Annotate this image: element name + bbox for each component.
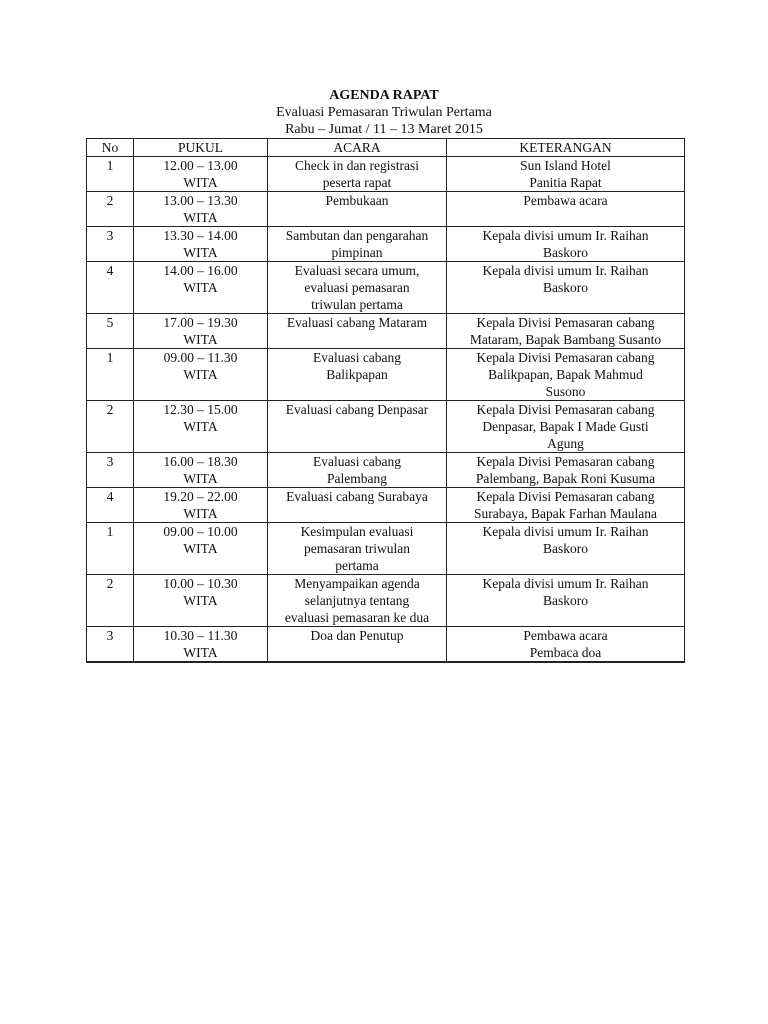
table-row bbox=[87, 523, 685, 575]
cell-acara bbox=[268, 453, 447, 488]
cell-line: 17.00 – 19.30 bbox=[163, 315, 238, 330]
cell-line: WITA bbox=[183, 332, 218, 347]
cell-keterangan bbox=[447, 627, 685, 663]
cell-line: WITA bbox=[183, 593, 218, 608]
cell-line: evaluasi pemasaran bbox=[304, 280, 410, 295]
cell-line: Pembaca doa bbox=[529, 645, 602, 660]
cell-line: 09.00 – 10.00 bbox=[163, 524, 238, 539]
cell-line: Evaluasi cabang Surabaya bbox=[286, 489, 428, 504]
cell-keterangan bbox=[447, 262, 685, 314]
cell-line: Kepala Divisi Pemasaran cabang bbox=[476, 489, 655, 504]
cell-line: Pembawa acara bbox=[523, 628, 608, 643]
cell-pukul bbox=[134, 523, 268, 575]
cell-line: WITA bbox=[183, 210, 218, 225]
cell-line: WITA bbox=[183, 245, 218, 260]
cell-line: Baskoro bbox=[543, 541, 588, 556]
column-header-pukul: PUKUL bbox=[134, 139, 268, 157]
cell-line: Denpasar, Bapak I Made Gusti bbox=[482, 419, 649, 434]
cell-no: 4 bbox=[87, 488, 134, 523]
cell-line: Susono bbox=[545, 384, 586, 399]
cell-line: Kepala Divisi Pemasaran cabang bbox=[476, 454, 655, 469]
cell-line: Baskoro bbox=[543, 593, 588, 608]
cell-line: Surabaya, Bapak Farhan Maulana bbox=[474, 506, 657, 521]
cell-acara bbox=[268, 349, 447, 401]
cell-line: Palembang bbox=[327, 471, 387, 486]
cell-no: 3 bbox=[87, 627, 134, 663]
cell-pukul bbox=[134, 453, 268, 488]
cell-line: pertama bbox=[335, 558, 379, 573]
cell-acara bbox=[268, 192, 447, 227]
cell-acara bbox=[268, 575, 447, 627]
cell-line: 16.00 – 18.30 bbox=[163, 454, 238, 469]
cell-line: Kepala divisi umum Ir. Raihan bbox=[482, 263, 649, 278]
cell-line: Evaluasi secara umum, bbox=[294, 263, 420, 278]
cell-no: 3 bbox=[87, 453, 134, 488]
cell-line: 10.30 – 11.30 bbox=[163, 628, 238, 643]
cell-line: Kepala divisi umum Ir. Raihan bbox=[482, 576, 649, 591]
table-row bbox=[87, 192, 685, 227]
cell-pukul bbox=[134, 157, 268, 192]
table-row bbox=[87, 401, 685, 453]
cell-line: pimpinan bbox=[331, 245, 383, 260]
cell-line: Agung bbox=[547, 436, 584, 451]
table-row bbox=[87, 488, 685, 523]
cell-keterangan bbox=[447, 349, 685, 401]
cell-line: Sun Island Hotel bbox=[520, 158, 611, 173]
cell-line: WITA bbox=[183, 541, 218, 556]
cell-line: Evaluasi cabang Mataram bbox=[286, 315, 428, 330]
cell-pukul bbox=[134, 349, 268, 401]
cell-no: 4 bbox=[87, 262, 134, 314]
agenda-table-body bbox=[87, 157, 685, 663]
cell-line: evaluasi pemasaran ke dua bbox=[284, 610, 430, 625]
cell-acara bbox=[268, 401, 447, 453]
cell-line: Evaluasi cabang Denpasar bbox=[285, 402, 429, 417]
cell-pukul bbox=[134, 627, 268, 663]
cell-line: 14.00 – 16.00 bbox=[163, 263, 238, 278]
cell-line: 09.00 – 11.30 bbox=[163, 350, 238, 365]
cell-line: WITA bbox=[183, 280, 218, 295]
cell-line: peserta rapat bbox=[322, 175, 392, 190]
cell-line: Sambutan dan pengarahan bbox=[285, 228, 429, 243]
cell-line: Kepala Divisi Pemasaran cabang bbox=[476, 350, 655, 365]
cell-keterangan bbox=[447, 157, 685, 192]
table-row bbox=[87, 227, 685, 262]
cell-keterangan bbox=[447, 401, 685, 453]
cell-line: 19.20 – 22.00 bbox=[163, 489, 238, 504]
cell-keterangan bbox=[447, 192, 685, 227]
cell-line: WITA bbox=[183, 367, 218, 382]
cell-no: 1 bbox=[87, 157, 134, 192]
cell-line: Doa dan Penutup bbox=[310, 628, 404, 643]
cell-acara bbox=[268, 157, 447, 192]
table-row bbox=[87, 627, 685, 663]
cell-keterangan bbox=[447, 453, 685, 488]
cell-acara bbox=[268, 227, 447, 262]
cell-line: selanjutnya tentang bbox=[304, 593, 410, 608]
cell-line: WITA bbox=[183, 175, 218, 190]
cell-line: Baskoro bbox=[543, 245, 588, 260]
cell-pukul bbox=[134, 401, 268, 453]
cell-acara bbox=[268, 488, 447, 523]
cell-line: Baskoro bbox=[543, 280, 588, 295]
cell-pukul bbox=[134, 227, 268, 262]
cell-line: Evaluasi cabang bbox=[312, 350, 402, 365]
cell-pukul bbox=[134, 262, 268, 314]
cell-acara bbox=[268, 262, 447, 314]
column-header-acara: ACARA bbox=[268, 139, 447, 157]
table-row bbox=[87, 453, 685, 488]
cell-acara bbox=[268, 523, 447, 575]
cell-line: 12.00 – 13.00 bbox=[163, 158, 238, 173]
table-row bbox=[87, 157, 685, 192]
cell-acara bbox=[268, 627, 447, 663]
cell-acara bbox=[268, 314, 447, 349]
cell-line: 13.30 – 14.00 bbox=[163, 228, 238, 243]
cell-line: Balikpapan bbox=[326, 367, 388, 382]
cell-line: Palembang, Bapak Roni Kusuma bbox=[475, 471, 656, 486]
column-header-keterangan: KETERANGAN bbox=[447, 139, 685, 157]
cell-pukul bbox=[134, 314, 268, 349]
cell-line: Panitia Rapat bbox=[529, 175, 602, 190]
cell-no: 1 bbox=[87, 349, 134, 401]
cell-no: 5 bbox=[87, 314, 134, 349]
table-row bbox=[87, 262, 685, 314]
cell-no: 2 bbox=[87, 401, 134, 453]
table-row bbox=[87, 575, 685, 627]
cell-line: 12.30 – 15.00 bbox=[163, 402, 238, 417]
cell-no: 1 bbox=[87, 523, 134, 575]
column-header-no: No bbox=[87, 139, 134, 157]
cell-line: 13.00 – 13.30 bbox=[163, 193, 238, 208]
cell-pukul bbox=[134, 488, 268, 523]
cell-line: Kesimpulan evaluasi bbox=[300, 524, 414, 539]
cell-line: Kepala Divisi Pemasaran cabang bbox=[476, 402, 655, 417]
cell-no: 3 bbox=[87, 227, 134, 262]
cell-line: Mataram, Bapak Bambang Susanto bbox=[469, 332, 662, 347]
cell-pukul bbox=[134, 575, 268, 627]
cell-line: Balikpapan, Bapak Mahmud bbox=[488, 367, 643, 382]
table-row bbox=[87, 314, 685, 349]
cell-keterangan bbox=[447, 575, 685, 627]
cell-line: Pembawa acara bbox=[523, 193, 608, 208]
cell-line: Check in dan registrasi bbox=[294, 158, 420, 173]
cell-line: Kepala divisi umum Ir. Raihan bbox=[482, 524, 649, 539]
cell-line: WITA bbox=[183, 645, 218, 660]
document-subtitle: Evaluasi Pemasaran Triwulan Pertama bbox=[276, 105, 492, 120]
document-date: Rabu – Jumat / 11 – 13 Maret 2015 bbox=[285, 122, 483, 137]
cell-pukul bbox=[134, 192, 268, 227]
cell-line: WITA bbox=[183, 506, 218, 521]
agenda-table bbox=[86, 138, 685, 663]
cell-keterangan bbox=[447, 488, 685, 523]
cell-line: triwulan pertama bbox=[311, 297, 403, 312]
cell-line: Menyampaikan agenda bbox=[294, 576, 420, 591]
cell-no: 2 bbox=[87, 192, 134, 227]
cell-keterangan bbox=[447, 523, 685, 575]
document-title: AGENDA RAPAT bbox=[329, 88, 439, 103]
cell-line: WITA bbox=[183, 471, 218, 486]
cell-line: Kepala Divisi Pemasaran cabang bbox=[476, 315, 655, 330]
table-header-row bbox=[87, 139, 685, 157]
cell-line: Kepala divisi umum Ir. Raihan bbox=[482, 228, 649, 243]
cell-line: WITA bbox=[183, 419, 218, 434]
cell-line: Pembukaan bbox=[325, 193, 389, 208]
cell-line: Evaluasi cabang bbox=[312, 454, 402, 469]
cell-no: 2 bbox=[87, 575, 134, 627]
cell-keterangan bbox=[447, 227, 685, 262]
cell-line: pemasaran triwulan bbox=[303, 541, 411, 556]
table-row bbox=[87, 349, 685, 401]
cell-keterangan bbox=[447, 314, 685, 349]
cell-line: 10.00 – 10.30 bbox=[163, 576, 238, 591]
